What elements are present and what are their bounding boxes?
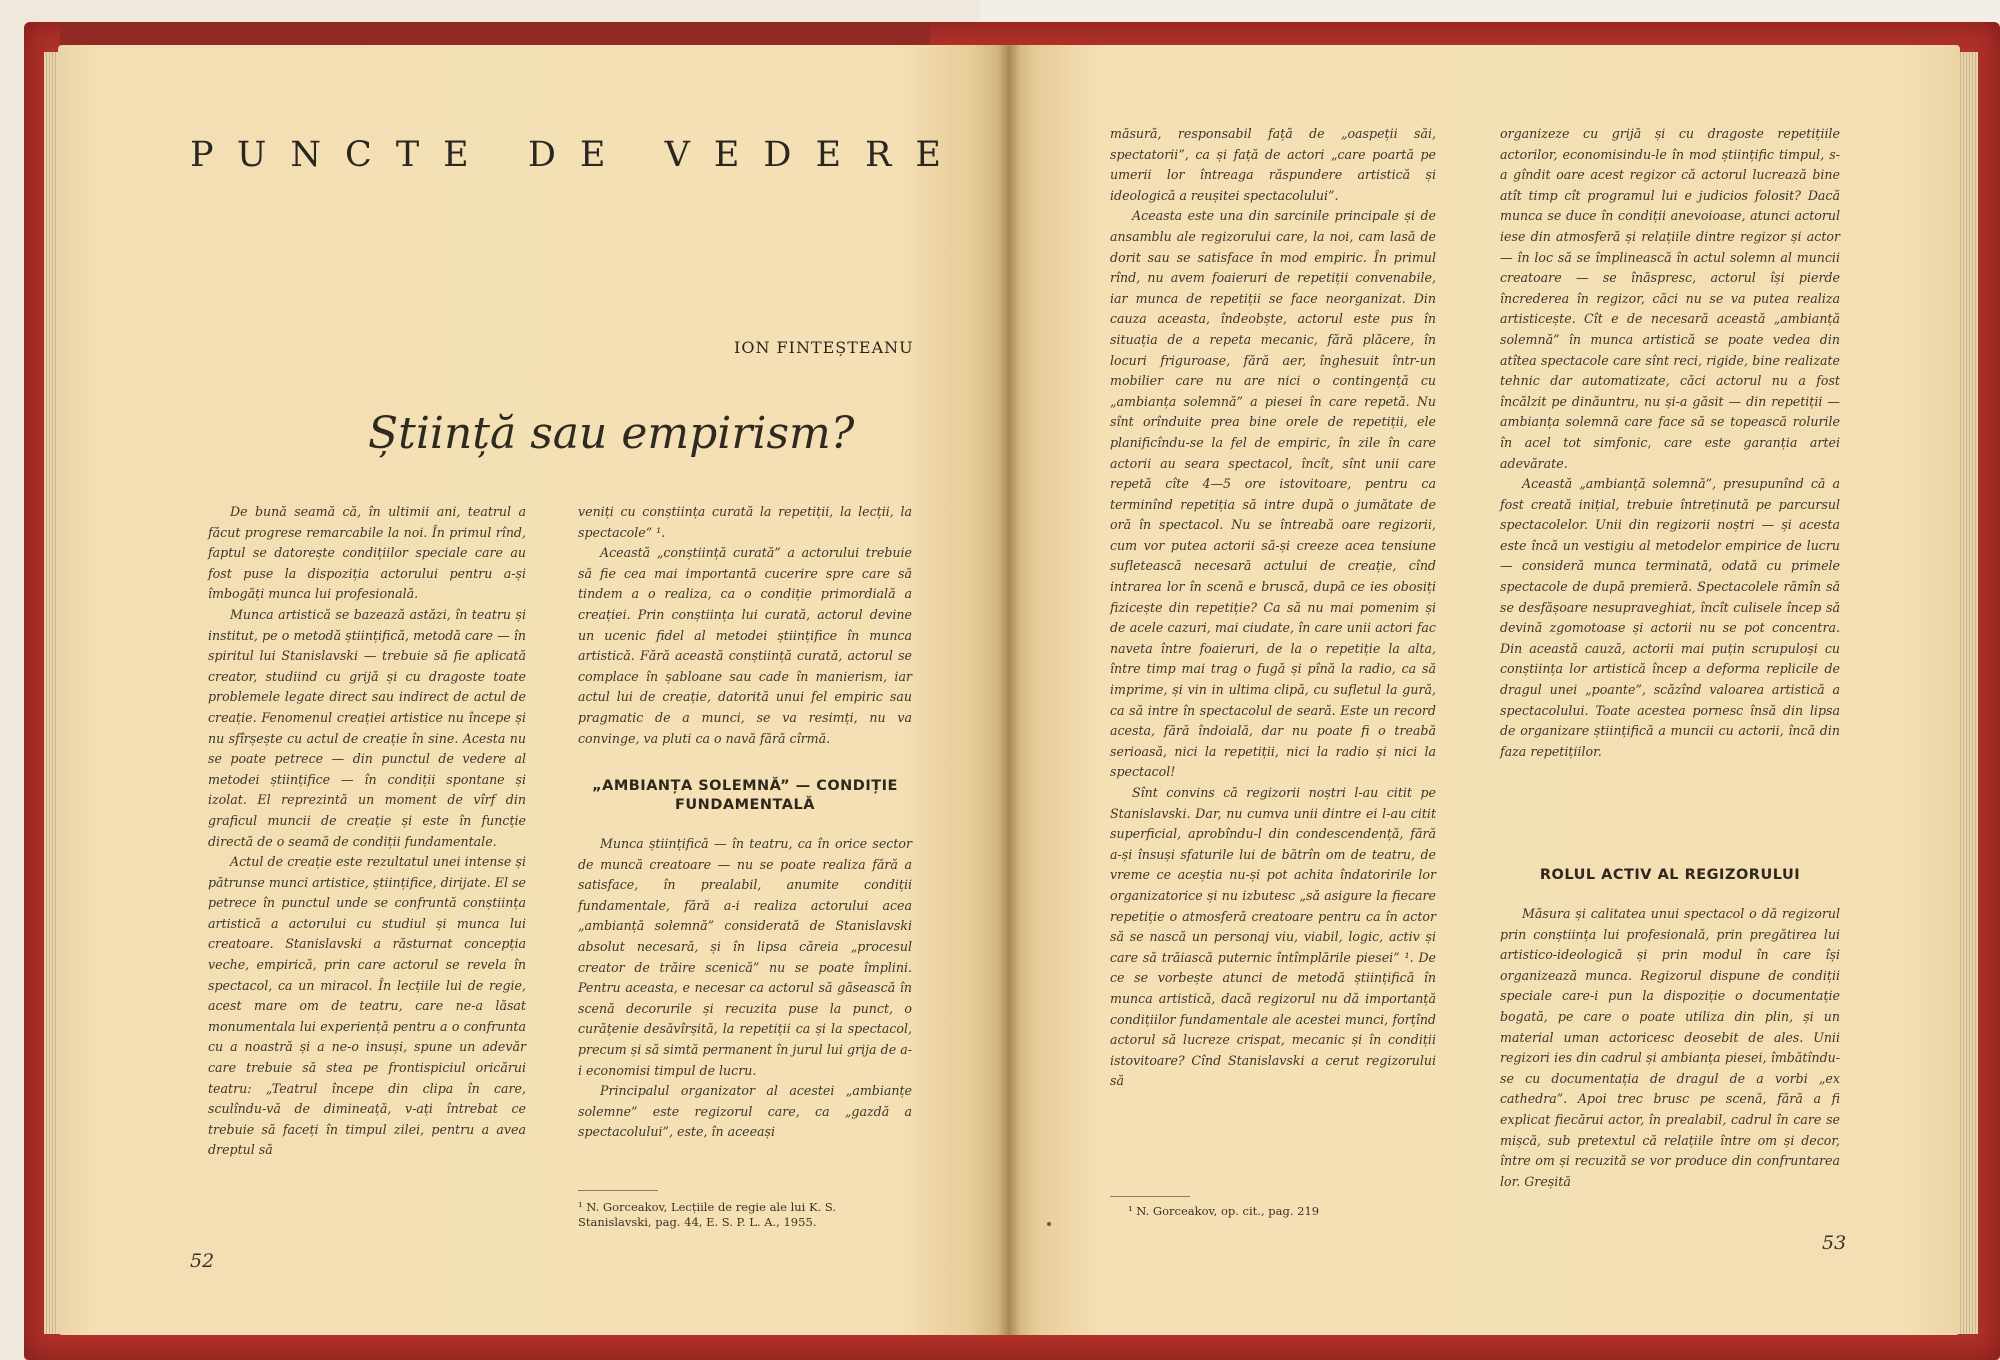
article-author: ION FINTEȘTEANU	[734, 338, 914, 357]
page-number: 52	[190, 1250, 215, 1272]
right-column-1	[1110, 124, 1436, 1092]
paragraph: Această „ambianță solemnă”, presupunînd că a fost creată inițial, trebuie întreținută pe parcursul spectacolelor. Unii din regizorii noștri — și acesta este încă un vestigiu al metodelor empirice de lucru — consideră munca terminată, odată cu primele spectacole de după premieră. Spectacolele rămîn să se desfășoare nesupraveghiat, încît culisele încep să devină zgomotoase și actorii nu se pot concentra. Din această cauză, actorii mai puțin scrupuloși cu conștiința lor artistică încep a deforma replicile de dragul unei „poante”, scăzînd valoarea artistică a spectacolului. Toate acestea pornesc însă din lipsa de organizare științifică a muncii cu actorii, încă din faza repetițiilor.	[1500, 476, 1840, 759]
paragraph: Munca artistică se bazează astăzi, în teatru și institut, pe o metodă științifică, metodă care — în spiritul lui Stanislavski — trebuie să fie aplicată creator, studiind cu grijă și cu dragoste toate problemele legate direct sau indirect de actul de creație. Fenomenul creației artistice nu începe și nu sfîrșește cu actul de creație în sine. Acesta nu se poate petrece — din punctul de vedere al metodei științifice — în condiții spontane și izolat. El reprezintă un moment de vîrf din graficul muncii de creație și este în funcție directă de o seamă de condiții fundamentale.	[208, 606, 526, 849]
paragraph: Principalul organizator al acestei „ambianțe solemne” este regizorul care, ca „gazdă a spectacolului”, este, în aceeași	[578, 1083, 912, 1140]
paragraph: Sînt convins că regizorii noștri l-au citit pe Stanislavski. Dar, nu cumva unii dintre ei l-au citit superficial, aprobîndu-l din condescendență, fără a-și însuși sfaturile lui de bătrîn om de teatru, de vreme ce aceștia nu-și pot achita îndatoririle lor organizatorice și nu izbutesc „să asigure la fiecare repetiție o atmosferă creatoare pentru ca în actor să se nască un personaj viu, viabil, logic, activ și care să trăiască puternic întîmplările piesei” ¹. De ce se vorbește atunci de metodă științifică în munca artistică, dacă regizorul nu dă importanță condițiilor fundamentale ale acestei munci, forțînd actorul să lucreze crispat, mecanic și în condiții istovitoare? Cînd Stanislavski a cerut regizorului să	[1110, 785, 1436, 1089]
right-column-2-continued	[1500, 904, 1840, 1192]
footnote-rule	[578, 1190, 658, 1191]
paragraph: veniți cu conștiința curată la repetiții, la lecții, la spectacole” ¹.	[578, 504, 912, 540]
footnote: ¹ N. Gorceakov, op. cit., pag. 219	[1128, 1204, 1320, 1218]
footnote: ¹ N. Gorceakov, Lecțiile de regie ale lui K. S. Stanislavski, pag. 44, E. S. P. L. A., 1955.	[578, 1200, 837, 1229]
paragraph: Actul de creație este rezultatul unei intense și pătrunse munci artistice, științifice, dirijate. El se petrece în punctul unde se confruntă conștiința artistică a actorului cu studiul și munca lui creatoare. Stanislavski a răsturnat concepția veche, empirică, prin care actorul se revela în spectacol, ca un miracol. În lecțiile lui de regie, acest mare om de teatru, care ne-a lăsat monumentala lui experiență pentru a o confrunta cu a noastră și a ne-o insuși, spune un adevăr care trebuie să stea pe frontispiciul oricărui teatru: „Teatrul începe din clipa în care, sculîndu-vă de dimineață, v-ați întrebat ce trebuie să faceți în timpul zilei, pentru a avea dreptul să	[208, 854, 526, 1158]
footnote-rule	[1110, 1196, 1190, 1197]
left-column-2	[578, 502, 912, 749]
left-column-1	[208, 502, 526, 1161]
paragraph: Această „conștiință curată” a actorului trebuie să fie cea mai importantă cucerire spre care să tindem a o realiza, ca o condiție primordială a creației. Prin conștiința lui curată, actorul devine un ucenic fidel al metodei științifice în munca artistică. Fără această conștiință curată, actorul se complace în șabloane sau cade în manierism, iar actul lui de creație, datorită unui fel empiric sau pragmatic de a munci, se va resimți, nu va convinge, va pluti ca o navă fără cîrmă.	[578, 545, 912, 746]
book-spine	[998, 45, 1020, 1335]
paragraph: organizeze cu grijă și cu dragoste repetițiile actorilor, economisindu-le în mod științific timpul, s-a gîndit oare acest regizor că actorul lucrează bine atît timp cît programul lui e judicios folosit? Dacă munca se duce în condiții anevoioase, atunci actorul iese din atmosferă și relațiile dintre regizor și actor — în loc să se împlinească în actul solemn al muncii creatoare — se înăspresc, actorul își pierde încrederea în regizor, căci nu se va putea realiza artisticește. Cît e de necesară această „ambianță solemnă” în munca artistică se poate vedea din atîtea spectacole care sînt reci, rigide, bine realizate tehnic dar automatizate, căci actorul nu a fost încălzit pe dinăuntru, nu și-a găsit — din repetiții — ambianța solemnă care face să se topească rolurile în acel tot simfonic, care este garanția artei adevărate.	[1500, 126, 1840, 471]
paragraph: Munca științifică — în teatru, ca în orice sector de muncă creatoare — nu se poate realiza fără a satisface, în prealabil, anumite condiții fundamentale, fără a-i realiza actorului acea „ambianță solemnă” considerată de Stanislavski absolut necesară, și în lipsa căreia „procesul creator de trăire scenică” nu se poate împlini. Pentru aceasta, e necesar ca actorul să găsească în scenă decorurile și recuzita puse la punct, o curățenie desăvîrșită, la repetiții ca și la spectacol, precum și să simtă permanent în jurul lui grija de a-i economisi timpul de lucru.	[578, 836, 912, 1078]
paragraph: Măsura și calitatea unui spectacol o dă regizorul prin conștiința lui profesională, prin pregătirea lui artistico-ideologică și prin modul în care își organizează munca. Regizorul dispune de condiții speciale care-i pun la dispoziție o documentație bogată, pe care o poate utiliza din plin, și un material uman actoricesc deosebit de ales. Unii regizori ies din cadrul și ambianța piesei, îmbătîndu-se cu documentația de dragul de a vorbi „ex cathedra”. Apoi trec brusc pe scenă, fără a fi explicat fiecărui actor, în prealabil, cadrul în care se mișcă, sub pretextul că relațiile între om și decor, între om și recuzită se vor produce din confruntarea lor. Greșită	[1500, 906, 1840, 1189]
section-subheading: „AMBIANȚA SOLEMNĂ” — CONDIȚIE FUNDAMENTALĂ	[592, 778, 898, 813]
paragraph: De bună seamă că, în ultimii ani, teatrul a făcut progrese remarcabile la noi. În primul rînd, faptul se datorește condițiilor speciale care au fost puse la dispoziția actorului pentru a-și îmbogăți munca lui profesională.	[208, 504, 526, 602]
section-subheading: ROLUL ACTIV AL REGIZORULUI	[1539, 867, 1801, 883]
left-column-2-continued	[578, 834, 912, 1143]
page-edges-right	[1958, 52, 1978, 1334]
article-title: Știință sau empirism?	[368, 408, 855, 459]
paragraph: Aceasta este una din sarcinile principale și de ansamblu ale regizorului care, la noi, cam lasă de dorit sau se satisface în mod empiric. În primul rînd, nu avem foaieruri de repetiții convenabile, iar munca de repetiții se face neorganizat. Din cauza aceasta, îndeobște, actorul este pus în situația de a repeta mecanic, fără plăcere, în locuri friguroase, fără aer, înghesuit într-un mobilier care nu are nici o contingență cu „ambianța solemnă” a piesei în care repetă. Nu sînt orînduite prea bine orele de repetiții, ele planificîndu-se la fel de empiric, în zile în care actorii au seara spectacol, încît, sînt unii care repetă cîte 4—5 ore istovitoare, pentru ca terminînd repetiția să intre după o jumătate de oră în spectacol. Nu se întreabă oare regizorii, cum vor putea actorii să-și creeze acea tensiune sufletească necesară actului de creație, cînd intrarea lor în scenă e bruscă, după ce ies obosiți fizicește din repetiție? Ca să nu mai pomenim și de acele cazuri, mai ciudate, în care unii actori fac naveta între foaieruri, de la o repetiție la alta, între timp mai trag o fugă și pînă la radio, ca să imprime, și vin in ultima clipă, cu sufletul la gură, ca să intre în spectacolul de seară. Este un record acesta, fără îndoială, dar nu poate fi o treabă serioasă, nici la repetiții, nici la radio și nici la spectacol!	[1110, 208, 1436, 780]
ink-spot	[1047, 1222, 1051, 1226]
page-number: 53	[1822, 1232, 1847, 1254]
section-header: PUNCTE DE VEDERE	[190, 135, 965, 175]
paragraph: măsură, responsabil față de „oaspeții săi, spectatorii”, ca și față de actori „care poartă pe umerii lor întreaga răspundere artistică și ideologică a reușitei spectacolului”.	[1110, 126, 1436, 203]
right-column-2	[1500, 124, 1840, 762]
